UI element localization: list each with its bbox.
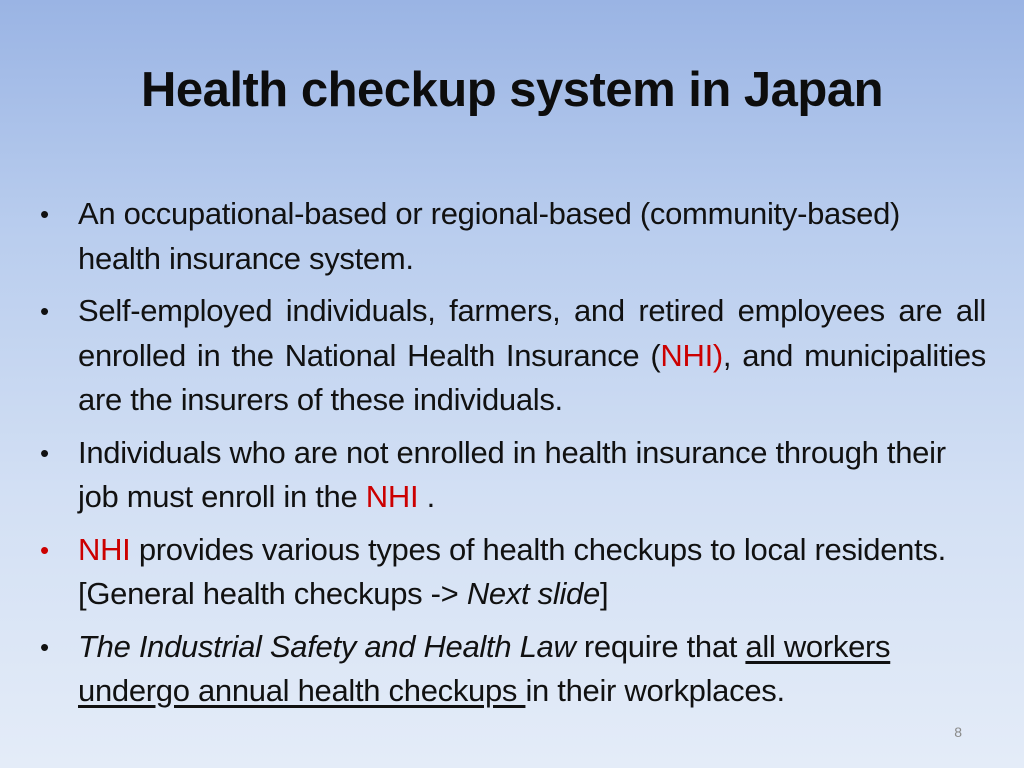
next-slide-reference: Next slide — [466, 576, 600, 611]
nhi-highlight: NHI — [365, 479, 419, 514]
page-number: 8 — [954, 724, 962, 740]
nhi-highlight: NHI — [78, 531, 131, 567]
bullet-dot-icon: • — [40, 534, 49, 565]
bullet-text: , and municipalities are the insurers of these individuals. — [78, 337, 986, 417]
law-name: The Industrial Safety and Health Law — [78, 628, 576, 664]
annual-checkup-emphasis: all workers undergo annual health checkups — [78, 628, 891, 708]
slide-title: Health checkup system in Japan — [140, 63, 884, 117]
bullet-insurance-system — [36, 192, 986, 281]
bullet-nhi-enrollment — [36, 289, 986, 423]
bullet-text: in their workplaces. — [525, 673, 785, 708]
bullet-text: provides various types of health checkups to local residents. [General health checkups -> — [78, 531, 946, 611]
bullet-must-enroll — [36, 431, 986, 520]
nhi-highlight: NHI) — [660, 337, 723, 373]
bullet-text: . — [418, 479, 435, 514]
bullet-text: Individuals who are not enrolled in health insurance through their job must enroll in the — [78, 434, 946, 514]
bullet-dot-icon: • — [40, 631, 49, 662]
bullet-nhi-checkups — [36, 528, 986, 617]
bullet-dot-icon: • — [40, 437, 49, 468]
bullet-text: Self-employed individuals, farmers, and retired employees are all enrolled in the National Health Insurance ( — [78, 293, 986, 373]
bullet-dot-icon: • — [40, 199, 49, 229]
bullet-text: An occupational-based or regional-based (community-based) health insurance system. — [78, 196, 901, 276]
bullet-industrial-law — [36, 625, 986, 714]
bullet-dot-icon: • — [40, 296, 49, 326]
bullet-text: ] — [599, 576, 609, 611]
bullet-list — [36, 192, 986, 722]
bullet-text: require that — [575, 628, 746, 664]
